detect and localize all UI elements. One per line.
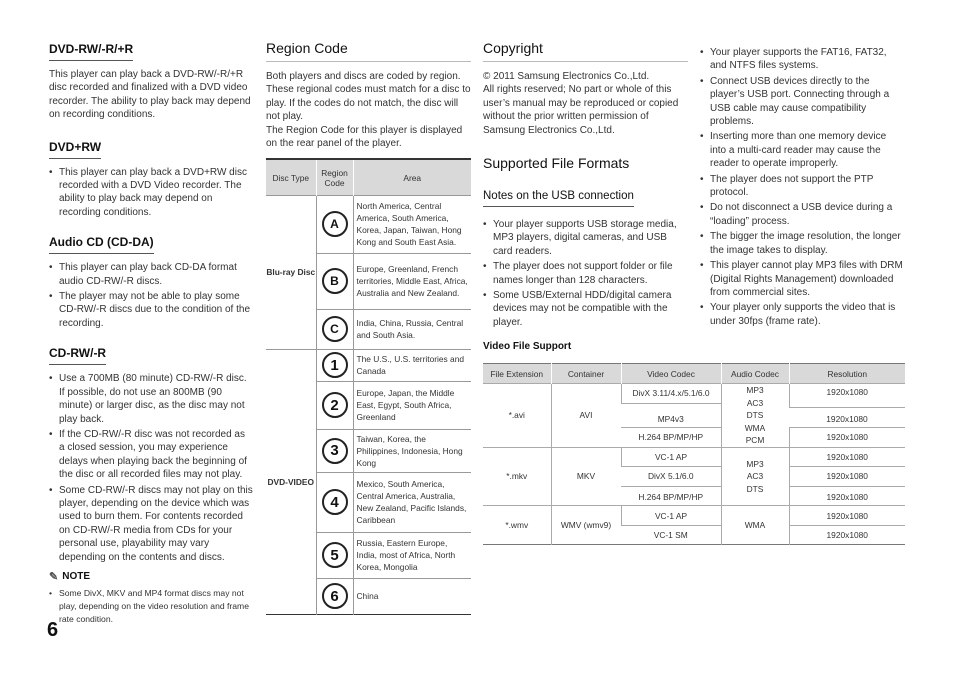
codec-cell: H.264 BP/MP/HP [621, 427, 721, 447]
region-3-icon: 3 [322, 438, 348, 464]
column-copyright [483, 40, 688, 331]
dvd-plus-rw-heading: DVD+RW [49, 140, 101, 159]
audio-codec-item: DTS [746, 410, 764, 420]
region-area: The U.S., U.S. territories and Canada [353, 349, 471, 381]
region-icon-cell [316, 195, 353, 253]
table-row [483, 506, 905, 526]
resolution-cell: 1920x1080 [789, 506, 905, 526]
region-2-icon: 2 [322, 392, 348, 418]
header-resolution: Resolution [789, 364, 905, 384]
note-list [49, 587, 253, 626]
container-avi: AVI [551, 384, 621, 448]
note-label: NOTE [62, 570, 90, 582]
audio-codec-wmv: WMA [721, 506, 789, 545]
codec-cell: VC-1 SM [621, 525, 721, 545]
list-item: • Inserting more than one memory device into a multi-card reader may cause the reader to operate improperly. [700, 130, 905, 170]
container-mkv: MKV [551, 447, 621, 506]
audio-codec-item: MP3 [746, 385, 764, 395]
codec-cell: MP4v3 [621, 403, 721, 427]
audio-codec-item: AC3 [746, 397, 764, 408]
region-area: Europe, Greenland, French territories, Middle East, Africa, Australia and New Zealand. [353, 253, 471, 309]
disc-type-dvd: DVD-VIDEO [266, 349, 316, 614]
dvd-plus-rw-list [49, 166, 253, 220]
copyright-line-2: All rights reserved; No part or whole of this user’s manual may be reproduced or copied without the prior written permission of Samsung Electronics Co.,Ltd. [483, 84, 679, 136]
region-icon-cell [316, 253, 353, 309]
resolution-cell: 1920x1080 [789, 525, 905, 545]
ext-avi: *.avi [483, 384, 551, 448]
disc-type-bluray: Blu-ray Disc [266, 195, 316, 349]
region-area: Russia, Eastern Europe, India, most of Africa, North Korea, Mongolia [353, 532, 471, 578]
video-file-support-heading: Video File Support [483, 341, 572, 352]
list-item: • Connect USB devices directly to the player’s USB port. Connecting through a USB cable may cause compatibility problems. [700, 75, 905, 129]
copyright-line-1: © 2011 Samsung Electronics Co.,Ltd. [483, 71, 650, 82]
audio-codec-item: AC3 [746, 471, 764, 482]
region-code-table [266, 158, 471, 615]
region-area: North America, Central America, South America, Korea, Japan, Taiwan, Hong Kong and South East Asia. [353, 195, 471, 253]
list-item: • The player may not be able to play some CD-RW/-R discs due to the condition of the recording. [49, 290, 253, 330]
list-item: • Your player supports the FAT16, FAT32, and NTFS files systems. [700, 46, 905, 73]
dvd-rw-heading: DVD-RW/-R/+R [49, 42, 133, 61]
codec-cell: DivX 3.11/4.x/5.1/6.0 [621, 384, 721, 404]
list-item: • This player cannot play MP3 files with DRM (Digital Rights Management) downloaded from commercial sites. [700, 259, 905, 299]
list-item: • If the CD-RW/-R disc was not recorded as a closed session, you may experience delays when playing back the beginning of the disc or all recorded files may not play. [49, 428, 253, 482]
audio-codec-item: MP3 [746, 458, 764, 469]
audio-cd-list [49, 261, 253, 330]
table-header-row [266, 159, 471, 195]
copyright-heading: Copyright [483, 40, 688, 62]
column-usb-notes-continued [700, 46, 905, 330]
codec-cell: H.264 BP/MP/HP [621, 486, 721, 506]
note-heading [49, 570, 253, 583]
region-icon-cell [316, 472, 353, 532]
header-container: Container [551, 364, 621, 384]
usb-notes-list [483, 218, 688, 329]
ext-wmv: *.wmv [483, 506, 551, 545]
header-disc-type: Disc Type [266, 159, 316, 195]
region-4-icon: 4 [322, 489, 348, 515]
list-item: • Use a 700MB (80 minute) CD-RW/-R disc. If possible, do not use an 800MB (90 minute) or larger disc, as the disc may not play back. [49, 372, 253, 426]
supported-formats-heading: Supported File Formats [483, 155, 630, 172]
audio-codec-item: WMA [744, 422, 766, 433]
region-icon-cell [316, 532, 353, 578]
region-icon-cell [316, 578, 353, 614]
video-file-support-table [483, 363, 905, 545]
list-item: • Do not disconnect a USB device during a “loading” process. [700, 201, 905, 228]
resolution-cell: 1920x1080 [789, 408, 905, 428]
header-file-extension: File Extension [483, 364, 551, 384]
header-audio-codec: Audio Codec [721, 364, 789, 384]
list-item: • This player can play back CD-DA format audio CD-RW/-R discs. [49, 261, 253, 288]
region-b-icon: B [322, 268, 348, 294]
header-video-codec: Video Codec [621, 364, 721, 384]
cd-rw-heading: CD-RW/-R [49, 346, 106, 365]
usb-notes-list-continued [700, 46, 905, 328]
ext-mkv: *.mkv [483, 447, 551, 506]
container-wmv: WMV (wmv9) [551, 506, 621, 545]
region-icon-cell [316, 309, 353, 349]
table-row [483, 384, 905, 404]
table-header-row [483, 364, 905, 384]
region-area: Mexico, South America, Central America, Australia, New Zealand, Pacific Islands, Caribbean [353, 472, 471, 532]
region-area: Europe, Japan, the Middle East, Egypt, South Africa, Greenland [353, 381, 471, 429]
region-code-heading: Region Code [266, 40, 471, 62]
list-item: • Some USB/External HDD/digital camera devices may not be compatible with the player. [483, 289, 688, 329]
resolution-cell: 1920x1080 [789, 467, 905, 487]
table-row [266, 195, 471, 253]
codec-cell: DivX 5.1/6.0 [621, 467, 721, 487]
region-icon-cell [316, 429, 353, 472]
pencil-icon: ✎ [49, 570, 59, 583]
list-item: • The player does not support the PTP protocol. [700, 173, 905, 200]
header-area: Area [353, 159, 471, 195]
list-item: • This player can play back a DVD+RW disc recorded with a DVD Video recorder. The ability to play back may depend on recording conditions. [49, 166, 253, 220]
codec-cell: VC-1 AP [621, 506, 721, 526]
region-area: China [353, 578, 471, 614]
audio-codec-item: PCM [745, 435, 765, 445]
region-1-icon: 1 [322, 352, 348, 378]
column-region-code [266, 40, 471, 615]
region-5-icon: 5 [322, 542, 348, 568]
region-intro-1: Both players and discs are coded by region. These regional codes must match for a disc to play. If the codes do not match, the disc will not play. [266, 71, 471, 123]
region-6-icon: 6 [322, 583, 348, 609]
list-item: • Some DivX, MKV and MP4 format discs may not play, depending on the video resolution and frame rate condition. [49, 587, 253, 626]
resolution-cell: 1920x1080 [789, 447, 905, 467]
list-item: • Your player supports USB storage media, MP3 players, digital cameras, and USB card readers. [483, 218, 688, 258]
list-item: • Some CD-RW/-R discs may not play on this player, depending on the device which was used to burn them. For contents recorded on CD-RW/-R media from CDs for your personal use, playability may vary depending on the contents and discs. [49, 484, 253, 564]
resolution-cell: 1920x1080 [789, 384, 905, 408]
cd-rw-list [49, 372, 253, 564]
codec-cell: VC-1 AP [621, 447, 721, 467]
usb-notes-heading: Notes on the USB connection [483, 190, 634, 207]
region-icon-cell [316, 349, 353, 381]
audio-codec-item: DTS [746, 483, 764, 494]
region-c-icon: C [322, 316, 348, 342]
region-area: India, China, Russia, Central and South Asia. [353, 309, 471, 349]
list-item: • The player does not support folder or file names longer than 128 characters. [483, 260, 688, 287]
list-item: • Your player only supports the video that is under 30fps (frame rate). [700, 301, 905, 328]
resolution-cell: 1920x1080 [789, 486, 905, 506]
table-row [483, 447, 905, 467]
header-region-code: Region Code [316, 159, 353, 195]
list-item: • The bigger the image resolution, the longer the image takes to display. [700, 230, 905, 257]
region-intro-2: The Region Code for this player is displayed on the rear panel of the player. [266, 124, 463, 150]
column-disc-types [49, 40, 253, 626]
region-icon-cell [316, 381, 353, 429]
page-number: 6 [47, 619, 59, 641]
audio-codec-avi [721, 384, 789, 448]
audio-codec-mkv [721, 447, 789, 506]
table-row [266, 349, 471, 381]
audio-cd-heading: Audio CD (CD-DA) [49, 235, 154, 254]
region-area: Taiwan, Korea, the Philippines, Indonesia, Hong Kong [353, 429, 471, 472]
region-a-icon: A [322, 211, 348, 237]
dvd-rw-text: This player can play back a DVD-RW/-R/+R disc recorded and finalized with a DVD video recorder. The ability to play back may depend on recording conditions. [49, 69, 251, 121]
resolution-cell: 1920x1080 [789, 427, 905, 447]
